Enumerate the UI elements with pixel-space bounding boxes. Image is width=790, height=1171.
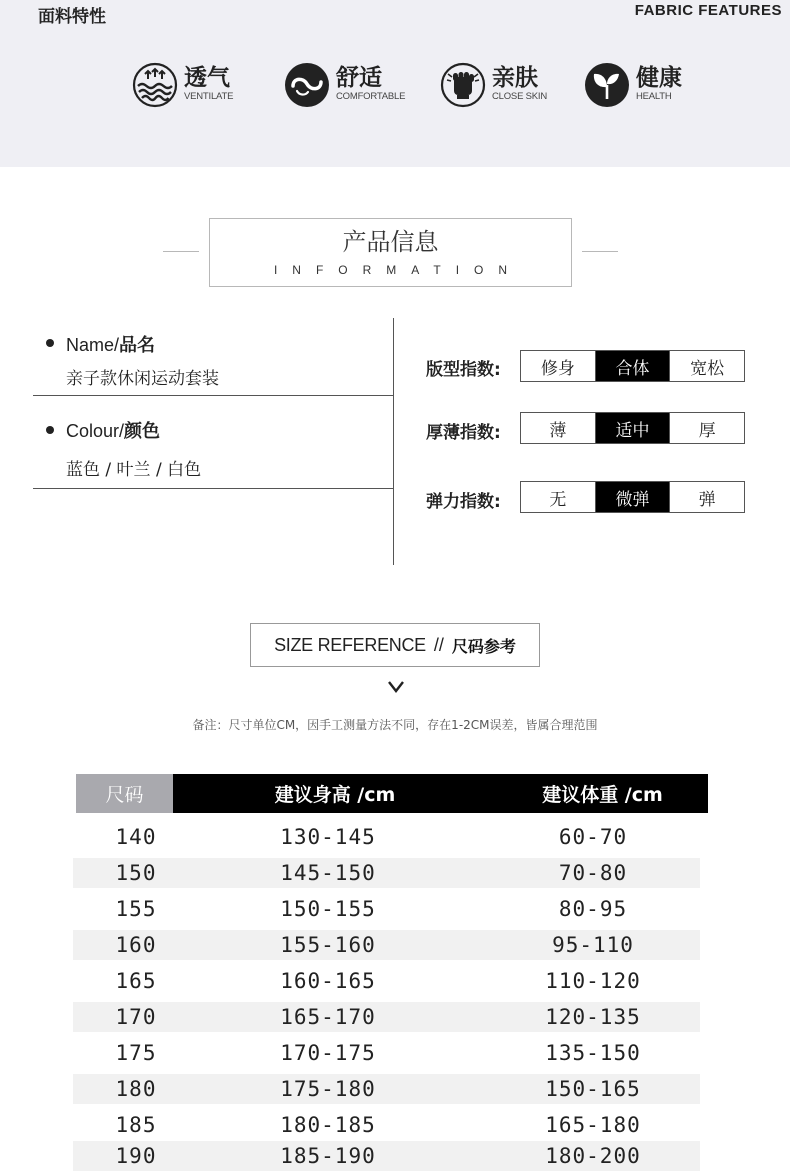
size-cell: 160: [115, 933, 157, 957]
health-icon: [584, 62, 630, 108]
height-cell: 185-190: [280, 1144, 376, 1168]
thickness-index-label: 厚薄指数:: [426, 423, 501, 443]
height-cell: 150-155: [280, 897, 376, 921]
thickness-option-thin: 薄: [549, 420, 567, 441]
size-reference-heading: [250, 623, 540, 667]
divider: [163, 251, 199, 252]
feature-close-skin: [440, 60, 547, 110]
name-label-cn: 品名: [119, 335, 156, 356]
elasticity-option-slight: 微弹: [595, 482, 670, 512]
thickness-option-thick: 厚: [669, 413, 744, 443]
table-row: [73, 1141, 700, 1171]
size-title-en: SIZE REFERENCE: [274, 634, 426, 655]
size-cell: 175: [115, 1041, 157, 1065]
feature-ventilate: [132, 60, 233, 110]
fit-option-slim: 修身: [540, 358, 575, 379]
weight-cell: 95-110: [552, 933, 634, 957]
height-cell: 175-180: [280, 1077, 376, 1101]
comfortable-icon: [284, 62, 330, 108]
weight-cell: 150-165: [545, 1077, 641, 1101]
feature-label-en: VENTILATE: [184, 91, 234, 102]
height-cell: 160-165: [280, 969, 376, 993]
size-cell: 190: [115, 1144, 157, 1168]
size-cell: 180: [115, 1077, 157, 1101]
size-note: 备注：尺寸单位CM，因手工测量方法不同，存在1-2CM误差，皆属合理范围: [192, 718, 598, 732]
size-cell: 140: [115, 825, 157, 849]
height-cell: 145-150: [280, 861, 376, 885]
size-cell: 150: [115, 861, 157, 885]
colour-label-en: Colour/: [66, 421, 125, 441]
colour-label: [66, 417, 160, 443]
colour-value: 蓝色 / 叶兰 / 白色: [66, 460, 202, 480]
feature-health: [584, 60, 682, 110]
table-row: [73, 858, 700, 888]
table-row: [73, 822, 700, 852]
feature-label-cn: 舒适: [336, 65, 382, 91]
feature-label-en: COMFORTABLE: [336, 91, 406, 102]
fit-option-loose: 宽松: [669, 351, 744, 381]
elasticity-option-stretch: 弹: [669, 482, 744, 512]
weight-cell: 60-70: [558, 825, 628, 849]
fit-index-label: 版型指数:: [426, 360, 501, 380]
divider: [33, 395, 393, 396]
height-cell: 155-160: [280, 933, 376, 957]
table-header-weight: 建议体重 /cm: [497, 774, 708, 813]
elasticity-option-none: 无: [549, 489, 567, 510]
feature-label-en: CLOSE SKIN: [492, 91, 548, 102]
colour-label-cn: 颜色: [124, 421, 161, 442]
divider: [33, 488, 393, 489]
table-row: [73, 1110, 700, 1140]
size-cell: 185: [115, 1113, 157, 1137]
size-title-separator: //: [433, 634, 444, 655]
height-cell: 170-175: [280, 1041, 376, 1065]
weight-cell: 70-80: [558, 861, 628, 885]
ventilate-icon: [132, 62, 178, 108]
table-row: [73, 1038, 700, 1068]
table-row: [73, 1002, 700, 1032]
feature-label-en: HEALTH: [636, 91, 672, 102]
size-cell: 170: [115, 1005, 157, 1029]
weight-cell: 80-95: [558, 897, 628, 921]
bullet-icon: [46, 339, 54, 347]
fabric-features-section: [0, 0, 790, 167]
name-value: 亲子款休闲运动套装: [66, 369, 219, 389]
vertical-divider: [393, 318, 394, 565]
info-title-en: INFORMATION: [273, 263, 523, 277]
thickness-index-scale: [520, 412, 745, 444]
weight-cell: 165-180: [545, 1113, 641, 1137]
chevron-down-icon: [386, 680, 406, 694]
fit-index-scale: [520, 350, 745, 382]
feature-label-cn: 透气: [184, 65, 230, 91]
fabric-title-cn: 面料特性: [38, 7, 106, 27]
feature-label-cn: 健康: [636, 65, 682, 91]
elasticity-index-label: 弹力指数:: [426, 492, 501, 512]
weight-cell: 120-135: [545, 1005, 641, 1029]
feature-label-cn: 亲肤: [492, 65, 538, 91]
thickness-option-medium: 适中: [595, 413, 670, 443]
fit-option-regular: 合体: [595, 351, 670, 381]
table-header-size: 尺码: [76, 774, 173, 813]
table-row: [73, 894, 700, 924]
info-title-cn: 产品信息: [342, 228, 439, 256]
size-cell: 155: [115, 897, 157, 921]
weight-cell: 110-120: [545, 969, 641, 993]
weight-cell: 135-150: [545, 1041, 641, 1065]
weight-cell: 180-200: [545, 1144, 641, 1168]
table-row: [73, 930, 700, 960]
table-row: [73, 1074, 700, 1104]
size-cell: 165: [115, 969, 157, 993]
info-heading: [209, 218, 572, 287]
feature-comfortable: [284, 60, 405, 110]
name-label: [66, 331, 155, 357]
height-cell: 180-185: [280, 1113, 376, 1137]
fabric-title-en: FABRIC FEATURES: [634, 2, 782, 19]
height-cell: 130-145: [280, 825, 376, 849]
elasticity-index-scale: [520, 481, 745, 513]
divider: [582, 251, 618, 252]
size-title-cn: 尺码参考: [451, 636, 516, 656]
table-row: [73, 966, 700, 996]
height-cell: 165-170: [280, 1005, 376, 1029]
table-header-height: 建议身高 /cm: [173, 774, 497, 813]
name-label-en: Name/: [66, 335, 120, 355]
close-skin-icon: [440, 62, 486, 108]
bullet-icon: [46, 426, 54, 434]
